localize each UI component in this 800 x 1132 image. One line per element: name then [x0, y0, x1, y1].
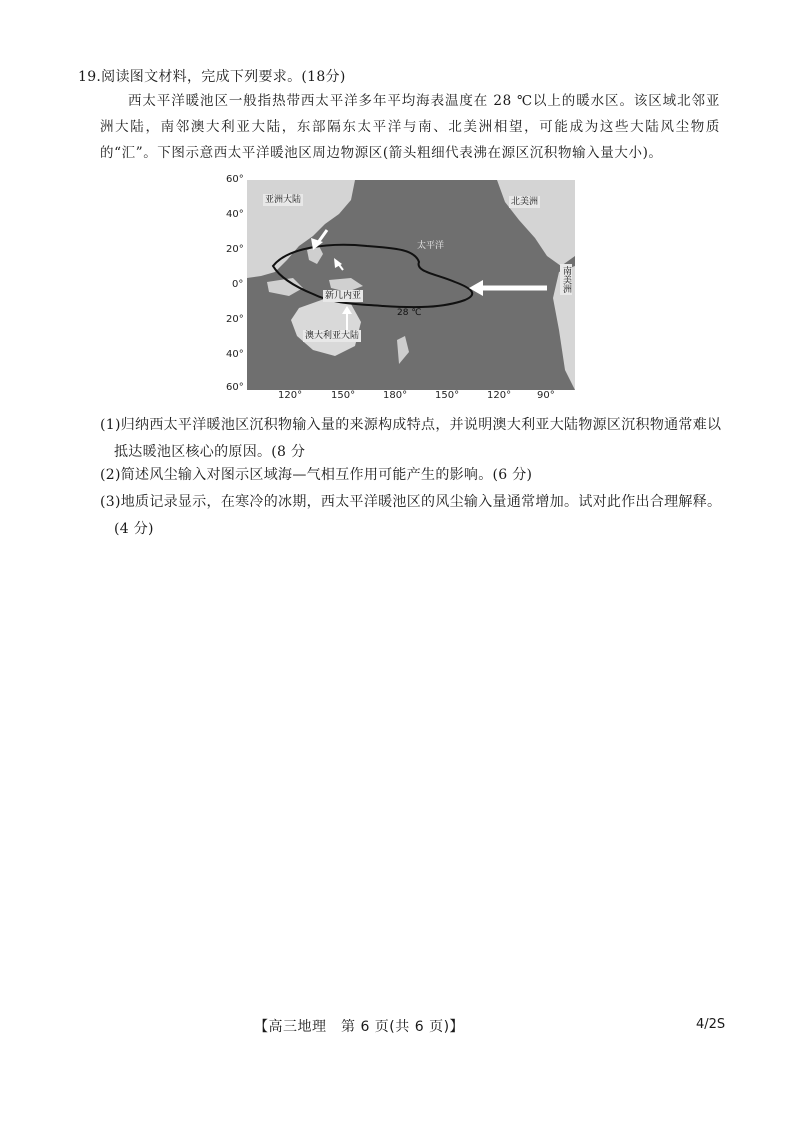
subquestion-1-line1: (1)归纳西太平洋暖池区沉积物输入量的来源构成特点，并说明澳大利亚大陆物源区沉积物通常难以 [100, 417, 722, 433]
material-paragraph: 西太平洋暖池区一般指热带西太平洋多年平均海表温度在 28 ℃以上的暖水区。该区域北邻亚洲大陆，南邻澳大利亚大陆，东部隔东太平洋与南、北美洲相望，可能成为这些大陆风尘物质的“汇”。下图示意西太平洋暖池区周边物源区(箭头粗细代表沸在源区沉积物输入量大小)。 [100, 93, 720, 161]
new-guinea-label: 新几内亚 [325, 291, 362, 301]
subquestion-2-line1: (2)简述风尘输入对图示区域海—气相互作用可能产生的影响。(6 分) [100, 467, 533, 483]
lon-label: 150° [435, 390, 460, 401]
lon-label: 120° [487, 390, 512, 401]
lon-label: 180° [383, 390, 408, 401]
subquestion-3 [100, 489, 730, 543]
map-graphic [247, 180, 575, 390]
lat-label: 0° [232, 279, 244, 290]
lat-label: 20° [226, 314, 244, 325]
subquestion-3-line1: (3)地质记录显示，在寒冷的冰期，西太平洋暖池区的风尘输入量通常增加。试对此作出合理解释。 [100, 494, 722, 510]
subquestion-1-line2: 抵达暖池区核心的原因。(8 分 [114, 444, 306, 460]
page-code: 4/2S [696, 1017, 726, 1032]
lat-label: 40° [226, 209, 244, 220]
lat-label: 40° [226, 349, 244, 360]
north-america-label: 北美洲 [511, 197, 539, 207]
page-footer: 【高三地理 第 6 页(共 6 页)】 [254, 1019, 465, 1035]
pacific-label: 太平洋 [417, 241, 445, 251]
australia-label: 澳大利亚大陆 [305, 331, 360, 341]
asia-label: 亚洲大陆 [265, 195, 302, 205]
map-image [247, 180, 575, 390]
subquestion-3-line2: (4 分) [114, 521, 154, 537]
lat-label: 20° [226, 244, 244, 255]
south-america-label: 南美洲 [561, 266, 571, 293]
lon-label: 90° [537, 390, 555, 401]
lon-label: 120° [278, 390, 303, 401]
subquestion-2 [100, 462, 730, 489]
lat-label: 60° [226, 382, 244, 393]
lat-label: 60° [226, 174, 244, 185]
lon-label: 150° [331, 390, 356, 401]
subquestion-1 [100, 412, 730, 466]
isotherm-label: 28 ℃ [397, 308, 422, 318]
pacific-warm-pool-map [212, 172, 582, 412]
question-header: 19.阅读图文材料，完成下列要求。(18分) [78, 69, 346, 85]
